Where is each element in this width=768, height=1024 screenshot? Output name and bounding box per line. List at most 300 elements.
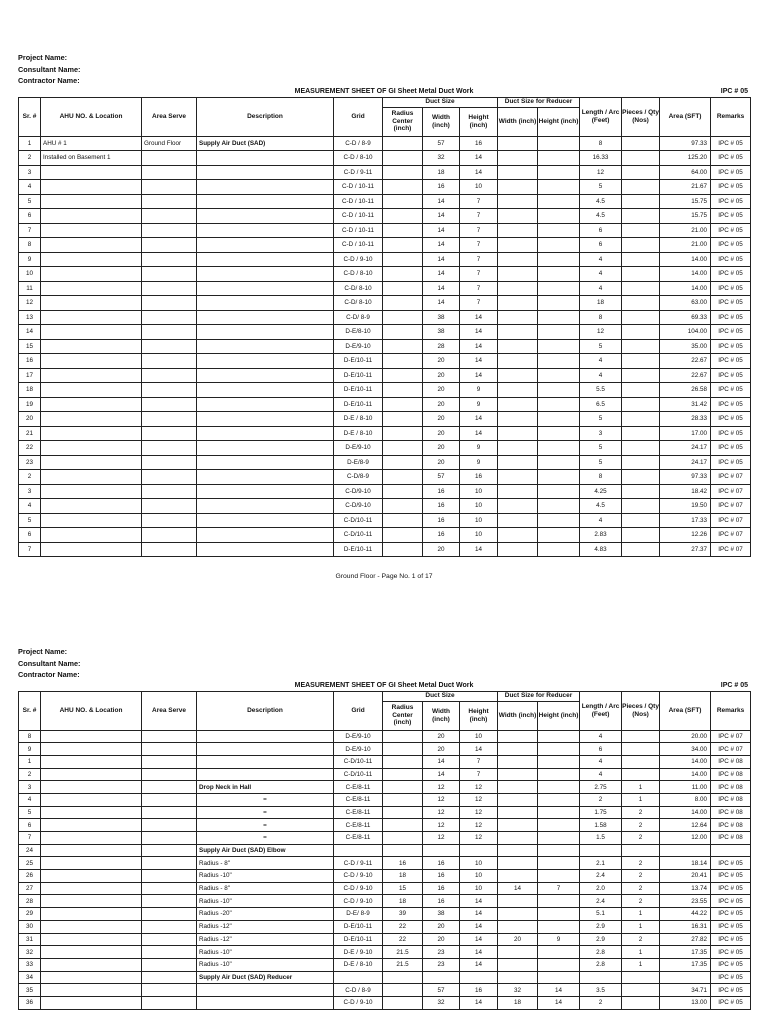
cell-reducer-width [498, 768, 538, 781]
cell-description: Radius -10" [197, 958, 334, 971]
cell-reducer-width [498, 180, 538, 195]
cell-sr: 2 [19, 470, 41, 485]
table-row [19, 252, 751, 267]
cell-remarks: IPC # 05 [711, 958, 751, 971]
cell-height: 9 [460, 455, 498, 470]
cell-reducer-height [538, 194, 580, 209]
cell-width: 23 [423, 946, 460, 959]
cell-description: = [197, 819, 334, 832]
cell-description [197, 768, 334, 781]
cell-grid: C-E/8-11 [334, 793, 383, 806]
cell-height: 12 [460, 793, 498, 806]
cell-reducer-width [498, 368, 538, 383]
table-row [19, 325, 751, 340]
cell-reducer-width [498, 325, 538, 340]
cell-length: 2.1 [580, 857, 622, 870]
cell-grid: C-D/10-11 [334, 513, 383, 528]
table-row [19, 165, 751, 180]
cell-ahu-location [41, 933, 142, 946]
cell-reducer-height [538, 819, 580, 832]
cell-area-sft: 27.37 [660, 542, 711, 557]
cell-reducer-width [498, 252, 538, 267]
cell-radius-center [383, 768, 423, 781]
cell-grid: C-D / 10-11 [334, 194, 383, 209]
cell-area-serve [142, 165, 197, 180]
table-row [19, 793, 751, 806]
cell-height: 14 [460, 920, 498, 933]
cell-height: 12 [460, 819, 498, 832]
cell-remarks: IPC # 05 [711, 397, 751, 412]
cell-height: 14 [460, 354, 498, 369]
cell-area-serve [142, 151, 197, 166]
cell-radius-center [383, 484, 423, 499]
cell-width: 14 [423, 755, 460, 768]
table-row [19, 781, 751, 794]
cell-description [197, 238, 334, 253]
cell-height: 10 [460, 730, 498, 743]
cell-length: 4.5 [580, 194, 622, 209]
cell-area-serve [142, 542, 197, 557]
cell-area-serve [142, 528, 197, 543]
cell-ahu-location [41, 755, 142, 768]
cell-pieces [622, 426, 660, 441]
cell-radius-center [383, 426, 423, 441]
cell-radius-center [383, 368, 423, 383]
cell-reducer-width [498, 908, 538, 921]
cell-area-serve [142, 441, 197, 456]
cell-description [197, 325, 334, 340]
cell-radius-center [383, 252, 423, 267]
table-row [19, 984, 751, 997]
cell-remarks: IPC # 07 [711, 484, 751, 499]
cell-grid: C-D/8-9 [334, 470, 383, 485]
cell-grid: C-D / 9-10 [334, 996, 383, 1009]
cell-sr: 4 [19, 793, 41, 806]
table-row [19, 180, 751, 195]
cell-remarks: IPC # 05 [711, 252, 751, 267]
cell-reducer-height [538, 180, 580, 195]
cell-radius-center [383, 136, 423, 151]
table-body [19, 136, 751, 557]
cell-height: 10 [460, 513, 498, 528]
cell-remarks: IPC # 05 [711, 281, 751, 296]
cell-height: 14 [460, 339, 498, 354]
cell-pieces: 1 [622, 958, 660, 971]
cell-width: 57 [423, 470, 460, 485]
cell-area-sft: 125.20 [660, 151, 711, 166]
cell-sr: 11 [19, 281, 41, 296]
cell-width: 14 [423, 223, 460, 238]
cell-area-sft: 64.00 [660, 165, 711, 180]
cell-description: Supply Air Duct (SAD) [197, 136, 334, 151]
cell-pieces: 1 [622, 781, 660, 794]
cell-area-serve [142, 209, 197, 224]
cell-length: 2.8 [580, 958, 622, 971]
cell-sr: 9 [19, 743, 41, 756]
cell-height: 7 [460, 223, 498, 238]
cell-ahu-location [41, 238, 142, 253]
cell-ahu-location [41, 857, 142, 870]
cell-radius-center: 22 [383, 933, 423, 946]
cell-ahu-location [41, 908, 142, 921]
table-row [19, 832, 751, 845]
cell-grid: C-D / 10-11 [334, 180, 383, 195]
cell-area-sft: 17.00 [660, 426, 711, 441]
col-description: Description [197, 691, 334, 730]
cell-grid: C-D/10-11 [334, 755, 383, 768]
cell-reducer-width [498, 397, 538, 412]
cell-pieces: 1 [622, 920, 660, 933]
cell-area-sft: 14.00 [660, 806, 711, 819]
cell-ahu-location [41, 412, 142, 427]
cell-area-sft: 14.00 [660, 281, 711, 296]
cell-description [197, 296, 334, 311]
contractor-name-label: Contractor Name: [18, 76, 80, 85]
cell-sr: 10 [19, 267, 41, 282]
cell-reducer-height [538, 354, 580, 369]
cell-reducer-width [498, 528, 538, 543]
cell-length: 4 [580, 755, 622, 768]
col-reducer-height: Height (inch) [538, 107, 580, 136]
col-height: Height (inch) [460, 107, 498, 136]
cell-sr: 26 [19, 870, 41, 883]
cell-grid: C-D / 9-11 [334, 165, 383, 180]
table-row [19, 484, 751, 499]
cell-area-serve [142, 996, 197, 1009]
cell-reducer-height [538, 310, 580, 325]
cell-description [197, 455, 334, 470]
cell-sr: 31 [19, 933, 41, 946]
cell-area-serve [142, 768, 197, 781]
cell-remarks: IPC # 05 [711, 296, 751, 311]
cell-pieces [622, 354, 660, 369]
cell-width: 12 [423, 806, 460, 819]
cell-length: 2.9 [580, 933, 622, 946]
cell-sr: 5 [19, 513, 41, 528]
cell-ahu-location [41, 310, 142, 325]
cell-remarks: IPC # 05 [711, 339, 751, 354]
cell-area-sft: 22.67 [660, 368, 711, 383]
cell-area-serve [142, 426, 197, 441]
cell-grid: C-D / 9-10 [334, 882, 383, 895]
cell-ahu-location [41, 984, 142, 997]
cell-width: 20 [423, 933, 460, 946]
table-row [19, 882, 751, 895]
cell-area-serve [142, 857, 197, 870]
cell-remarks: IPC # 08 [711, 755, 751, 768]
cell-pieces [622, 971, 660, 984]
cell-width: 20 [423, 354, 460, 369]
cell-reducer-width [498, 857, 538, 870]
cell-area-sft: 24.17 [660, 455, 711, 470]
cell-grid: C-D / 8-10 [334, 267, 383, 282]
cell-grid: D-E / 9-10 [334, 946, 383, 959]
cell-pieces: 1 [622, 793, 660, 806]
cell-pieces [622, 455, 660, 470]
cell-width: 57 [423, 136, 460, 151]
cell-reducer-height [538, 958, 580, 971]
table-row [19, 310, 751, 325]
col-group-duct-size: Duct Size [383, 97, 498, 107]
cell-area-serve [142, 325, 197, 340]
cell-reducer-height [538, 920, 580, 933]
cell-height: 7 [460, 296, 498, 311]
cell-height: 14 [460, 743, 498, 756]
cell-reducer-height: 7 [538, 882, 580, 895]
cell-reducer-width [498, 194, 538, 209]
cell-length [580, 844, 622, 857]
col-area-serve: Area Serve [142, 691, 197, 730]
cell-sr: 29 [19, 908, 41, 921]
cell-length: 2.8 [580, 946, 622, 959]
cell-pieces [622, 528, 660, 543]
cell-reducer-width: 20 [498, 933, 538, 946]
cell-length: 2.83 [580, 528, 622, 543]
cell-reducer-height [538, 412, 580, 427]
cell-height: 7 [460, 755, 498, 768]
cell-grid: C-E/8-11 [334, 781, 383, 794]
cell-grid: C-D / 10-11 [334, 209, 383, 224]
cell-ahu-location [41, 542, 142, 557]
cell-pieces [622, 165, 660, 180]
cell-length: 4 [580, 267, 622, 282]
cell-area-serve [142, 844, 197, 857]
cell-length: 6 [580, 743, 622, 756]
measurement-table [18, 97, 751, 558]
cell-width: 20 [423, 412, 460, 427]
table-row [19, 194, 751, 209]
cell-ahu-location [41, 194, 142, 209]
consultant-name-label: Consultant Name: [18, 658, 81, 668]
col-sr: Sr. # [19, 691, 41, 730]
table-row [19, 819, 751, 832]
cell-pieces: 2 [622, 882, 660, 895]
cell-pieces [622, 310, 660, 325]
cell-length: 4 [580, 354, 622, 369]
cell-ahu-location [41, 165, 142, 180]
cell-width: 16 [423, 895, 460, 908]
cell-reducer-width [498, 339, 538, 354]
cell-grid: C-D/9-10 [334, 484, 383, 499]
cell-reducer-width [498, 832, 538, 845]
cell-height: 16 [460, 136, 498, 151]
cell-pieces [622, 743, 660, 756]
cell-area-serve [142, 281, 197, 296]
cell-width: 14 [423, 209, 460, 224]
table-row [19, 933, 751, 946]
sheet-title-row [18, 681, 750, 691]
cell-description: Radius -10" [197, 895, 334, 908]
cell-pieces: 2 [622, 806, 660, 819]
cell-ahu-location [41, 484, 142, 499]
cell-description [197, 513, 334, 528]
cell-radius-center [383, 755, 423, 768]
cell-width: 20 [423, 397, 460, 412]
cell-remarks: IPC # 05 [711, 194, 751, 209]
cell-radius-center: 18 [383, 870, 423, 883]
cell-ahu-location [41, 920, 142, 933]
cell-radius-center [383, 223, 423, 238]
cell-area-serve [142, 755, 197, 768]
cell-height: 12 [460, 806, 498, 819]
cell-width: 20 [423, 730, 460, 743]
cell-reducer-height [538, 484, 580, 499]
cell-area-sft: 63.00 [660, 296, 711, 311]
cell-remarks: IPC # 05 [711, 857, 751, 870]
cell-length: 5 [580, 441, 622, 456]
sheet-page-2 [18, 646, 750, 1010]
cell-sr: 32 [19, 946, 41, 959]
cell-description [197, 484, 334, 499]
cell-reducer-width [498, 513, 538, 528]
cell-width: 38 [423, 325, 460, 340]
cell-height: 10 [460, 882, 498, 895]
cell-reducer-height [538, 397, 580, 412]
table-row [19, 412, 751, 427]
cell-length: 4.83 [580, 542, 622, 557]
table-row [19, 151, 751, 166]
cell-remarks: IPC # 05 [711, 209, 751, 224]
cell-reducer-height [538, 165, 580, 180]
cell-area-serve [142, 793, 197, 806]
table-row [19, 267, 751, 282]
cell-reducer-width [498, 209, 538, 224]
cell-area-serve [142, 908, 197, 921]
cell-reducer-width [498, 281, 538, 296]
cell-pieces [622, 513, 660, 528]
cell-area-sft: 97.33 [660, 470, 711, 485]
cell-sr: 3 [19, 165, 41, 180]
cell-area-sft: 14.00 [660, 755, 711, 768]
cell-area-serve [142, 310, 197, 325]
cell-ahu-location [41, 870, 142, 883]
cell-area-serve [142, 513, 197, 528]
cell-width: 12 [423, 793, 460, 806]
cell-reducer-height [538, 895, 580, 908]
cell-length: 12 [580, 325, 622, 340]
cell-ahu-location [41, 743, 142, 756]
cell-area-sft: 21.67 [660, 180, 711, 195]
cell-area-sft: 17.33 [660, 513, 711, 528]
cell-grid: C-E/8-11 [334, 806, 383, 819]
cell-reducer-width [498, 743, 538, 756]
cell-length: 1.5 [580, 832, 622, 845]
cell-ahu-location [41, 793, 142, 806]
cell-sr: 7 [19, 832, 41, 845]
cell-width: 28 [423, 339, 460, 354]
cell-width: 14 [423, 768, 460, 781]
cell-area-serve [142, 470, 197, 485]
col-group-reducer: Duct Size for Reducer [498, 691, 580, 701]
cell-area-serve: Ground Floor [142, 136, 197, 151]
cell-grid: D-E / 8-10 [334, 412, 383, 427]
cell-height: 14 [460, 542, 498, 557]
cell-height: 10 [460, 484, 498, 499]
cell-reducer-height [538, 528, 580, 543]
cell-width: 14 [423, 238, 460, 253]
cell-reducer-height [538, 470, 580, 485]
cell-area-serve [142, 806, 197, 819]
cell-reducer-height [538, 908, 580, 921]
cell-reducer-width [498, 267, 538, 282]
cell-grid: C-D/9-10 [334, 499, 383, 514]
cell-area-serve [142, 832, 197, 845]
cell-radius-center: 39 [383, 908, 423, 921]
cell-sr: 16 [19, 354, 41, 369]
cell-area-serve [142, 252, 197, 267]
cell-length: 2.4 [580, 870, 622, 883]
cell-length: 8 [580, 310, 622, 325]
cell-length: 6.5 [580, 397, 622, 412]
cell-grid: C-D / 9-10 [334, 252, 383, 267]
cell-area-sft: 18.42 [660, 484, 711, 499]
cell-reducer-width: 18 [498, 996, 538, 1009]
cell-sr: 9 [19, 252, 41, 267]
table-row [19, 908, 751, 921]
cell-area-sft: 35.00 [660, 339, 711, 354]
cell-remarks [711, 844, 751, 857]
cell-remarks: IPC # 05 [711, 383, 751, 398]
cell-width [423, 971, 460, 984]
cell-reducer-width [498, 354, 538, 369]
cell-width: 20 [423, 455, 460, 470]
cell-pieces [622, 296, 660, 311]
cell-area-sft: 15.75 [660, 209, 711, 224]
cell-reducer-width [498, 895, 538, 908]
cell-area-sft: 13.00 [660, 996, 711, 1009]
cell-length: 16.33 [580, 151, 622, 166]
cell-ahu-location [41, 819, 142, 832]
cell-ahu-location [41, 895, 142, 908]
cell-sr: 8 [19, 730, 41, 743]
cell-grid: D-E/10-11 [334, 383, 383, 398]
cell-pieces [622, 984, 660, 997]
cell-reducer-width [498, 310, 538, 325]
cell-description [197, 743, 334, 756]
cell-width: 16 [423, 882, 460, 895]
cell-radius-center [383, 165, 423, 180]
cell-radius-center [383, 984, 423, 997]
cell-reducer-height [538, 209, 580, 224]
cell-height: 7 [460, 768, 498, 781]
cell-radius-center [383, 412, 423, 427]
cell-remarks: IPC # 05 [711, 996, 751, 1009]
cell-reducer-height [538, 806, 580, 819]
table-row [19, 768, 751, 781]
cell-radius-center [383, 730, 423, 743]
cell-reducer-width [498, 165, 538, 180]
cell-grid: C-D / 9-11 [334, 857, 383, 870]
cell-area-sft: 17.35 [660, 958, 711, 971]
page-footer: Ground Floor - Page No. 1 of 17 [335, 573, 433, 580]
cell-pieces [622, 383, 660, 398]
cell-sr: 1 [19, 136, 41, 151]
cell-height: 7 [460, 194, 498, 209]
cell-pieces [622, 281, 660, 296]
cell-area-serve [142, 368, 197, 383]
cell-sr: 25 [19, 857, 41, 870]
cell-area-sft [660, 971, 711, 984]
cell-sr: 19 [19, 397, 41, 412]
cell-ahu-location [41, 806, 142, 819]
cell-reducer-height [538, 730, 580, 743]
cell-radius-center [383, 470, 423, 485]
cell-description [197, 996, 334, 1009]
cell-area-serve [142, 267, 197, 282]
cell-grid: D-E/9-10 [334, 441, 383, 456]
cell-remarks: IPC # 07 [711, 513, 751, 528]
cell-description: Radius - 8" [197, 882, 334, 895]
